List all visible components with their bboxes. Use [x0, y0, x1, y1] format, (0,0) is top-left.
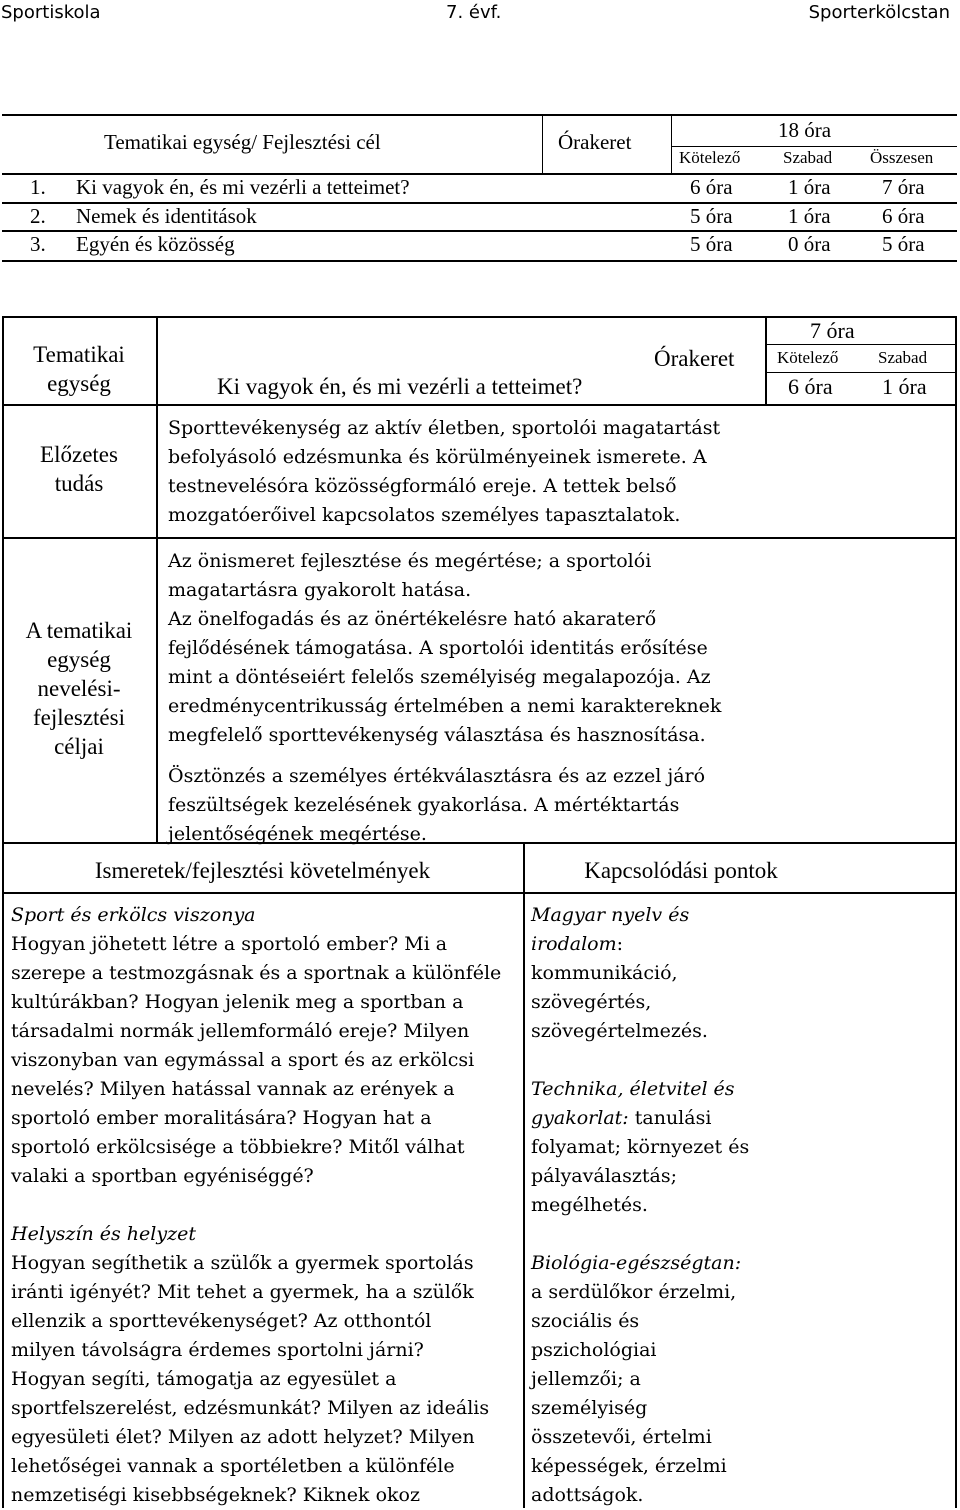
summary-table: [2, 114, 957, 262]
summary-title: Tematikai egység/ Fejlesztési cél: [104, 130, 381, 154]
summary-total: 18 óra: [778, 118, 832, 142]
unit-col-divider: [523, 842, 525, 1508]
unit-s: 1 óra: [882, 374, 927, 399]
goals-label: A tematikai egység nevelési-fejlesztési céljai: [25, 618, 133, 759]
section-title: Helyszín és helyzet: [11, 1223, 196, 1245]
summary-orakeret: Órakeret: [558, 130, 632, 154]
goals-text: Az önismeret fejlesztése és megértése; a sportolói magatartásra gyakorolt hatása. Az önelfogadás és az önértékelésre ható akaraterő fejlődésének támogatása. A sportolói identitás erősítése mint a döntéseiért felelős személyiség megalapozója. Az eredménycentrikusság értelmében a nemi karaktereknek megfelelő sporttevékenység választása és hasznosítása. Ösztönzés a személyes értékválasztásra és az ezzel járó feszültségek kezelésének gyakorlása. A mértéktartás jelentőségének megértése.: [168, 550, 722, 845]
header-grade: 7. évf.: [446, 2, 502, 23]
unit-total: 7 óra: [810, 318, 855, 343]
unit-label: Tematikai egység: [33, 342, 125, 396]
prior-label: Előzetes tudás: [40, 442, 118, 496]
unit-row-divider: [2, 404, 957, 406]
unit-row-divider: [2, 892, 957, 894]
connections-header: Kapcsolódási pontok: [584, 858, 778, 883]
prior-text: Sporttevékenység az aktív életben, sportolói magatartást befolyásoló edzésmunka és körülményeinek ismerete. A testnevelésóra közösségformáló ereje. A tettek belső mozgatóerőivel kapcsolatos személyes tapasztalatok.: [168, 417, 721, 526]
connections-body: Magyar nyelv és irodalom: kommunikáció, szövegértés, szövegértelmezés. Technika, életvitel és gyakorlat: tanulási folyamat; környezet és pályaválasztás; megélhetés. Biológia-egészségtan: a serdülőkor érzelmi, szociális és pszichológiai jellemzői; a személyiség összetevői, értelmi képességek, érzelmi adottságok.: [531, 904, 750, 1506]
unit-col-divider: [765, 316, 767, 404]
summary-row: 3. Egyén és közösség 5 óra 0 óra 5 óra: [30, 232, 925, 256]
summary-sub-osszesen: Összesen: [870, 148, 934, 167]
unit-sub-szabad: Szabad: [878, 348, 928, 367]
summary-sub-divider: [671, 146, 957, 147]
unit-k: 6 óra: [788, 374, 833, 399]
summary-col-divider: [542, 116, 543, 173]
unit-orakeret: Órakeret: [654, 346, 735, 371]
unit-sub-divider: [765, 372, 957, 373]
summary-row: 2. Nemek és identitások 5 óra 1 óra 6 óra: [30, 204, 925, 228]
summary-sub-szabad: Szabad: [783, 148, 833, 167]
unit-title: Ki vagyok én, és mi vezérli a tetteimet?: [217, 374, 583, 399]
unit-table: [2, 316, 957, 1508]
requirements-body: Sport és erkölcs viszonya Hogyan jöhetett létre a sportoló ember? Mi a szerepe a testmozgásnak és a sportnak a különféle kultúrákban? Hogyan jelenik meg a sportban a társadalmi normák jellemformáló ereje? Milyen viszonyban van egymással a sport és az erkölcsi nevelés? Milyen hatással vannak az erények a sportoló ember moralitására? Hogyan hat a sportoló erkölcsisége a többiekre? Mitől válhat valaki a sportban egyéniséggé? Helyszín és helyzet Hogyan segíthetik a szülők a gyermek sportolás iránti igényét? Mit tehet a gyermek, ha a szülők ellenzik a sporttevékenységet? Az otthontól milyen távolságra érdemes sportolni járni? Hogyan segíti, támogatja az egyesület a sportfelszerelést, edzésmunkát? Milyen az ideális egyesületi élet? Milyen az adott helyzet? Milyen lehetőségei vannak a sportéletben a különféle nemzetiségi kisebbségeknek? Kiknek okoz: [11, 901, 501, 1510]
header-school: Sportiskola: [1, 2, 101, 23]
unit-col-divider: [156, 316, 158, 842]
header-subject: Sporterkölcstan: [808, 2, 950, 23]
requirements-header: Ismeretek/fejlesztési követelmények: [94, 858, 431, 883]
summary-sub-kotelezo: Kötelező: [679, 148, 741, 167]
summary-col-divider: [671, 116, 672, 173]
unit-row-divider: [2, 537, 957, 539]
unit-sub-kotelezo: Kötelező: [777, 348, 839, 367]
summary-row: 1. Ki vagyok én, és mi vezérli a tetteimet? 6 óra 1 óra 7 óra: [30, 175, 925, 199]
section-title: Sport és erkölcs viszonya: [11, 904, 256, 926]
unit-sub-divider: [765, 344, 957, 345]
page-header: [0, 0, 960, 26]
